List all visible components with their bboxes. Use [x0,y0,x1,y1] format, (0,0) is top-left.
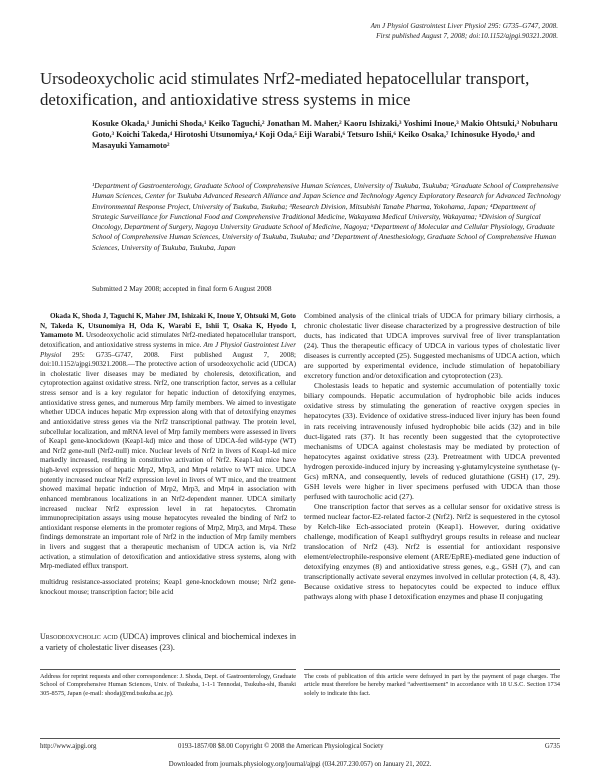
citation-title: Ursodeoxycholic acid stimulates Nrf2-mediated hepatocellular transport, detoxification, and antioxidative stress systems in mice. [40,331,296,349]
right-column [304,311,560,602]
introduction-start [40,632,296,653]
page-charge-footnote: The costs of publication of this article were defrayed in part by the payment of page charges. The article must therefore be hereby marked “advertisement” in accordance with 18 U.S.C. Section 1734 solely to indicate this fact. [304,673,560,697]
copyright-line: 0193-1857/08 $8.00 Copyright © 2008 the American Physiological Society [178,743,384,750]
affiliations: ¹Department of Gastroenterology, Graduate School of Comprehensive Human Sciences, University of Tsukuba, Tsukuba; ²Graduate School of Comprehensive Human Sciences, Center for Tsukuba Advanced Research Alliance and Japan Science and Technology Agency Exploratory Research for Advanced Technology Environmental Response Project, University of Tsukuba, Tsukuba; ³Research Division, Mitsubishi Tanabe Pharma, Yokohama, Japan; ⁴Department of Strategic Surveillance for Functional Food and Comprehensive Traditional Medicine, Wakayama Medical University, Wakayama; ⁵Division of Surgical Oncology, Department of Surgery, Nagoya University Graduate School of Medicine, Nagoya; ⁶Department of Molecular and Cellular Physiology, Graduate School of Comprehensive Human Sciences, University of Tsukuba, Tsukuba; and ⁷Department of Anesthesiology, Graduate School of Comprehensive Human Sciences, University of Tsukuba, Tsukuba, Japan [92,181,561,252]
submission-dates: Submitted 2 May 2008; accepted in final form 6 August 2008 [92,284,272,293]
article-title: Ursodeoxycholic acid stimulates Nrf2-mediated hepatocellular transport, detoxification, and antioxidative stress systems in mice [40,69,530,109]
correspondence-footnote: Address for reprint requests and other correspondence: J. Shoda, Dept. of Gastroenterology, Graduate School of Comprehensive Human Sciences, Univ. of Tsukuba, 1-1-1 Tennodai, Tsukuba-shi, Ibaraki 305-8575, Japan (e-mail: shodaj@md.tsukuba.ac.jp). [40,673,296,697]
intro-text: (UDCA) improves clinical and biochemical indexes in a variety of cholestatic liver diseases (23). [40,632,296,652]
citation-journal: Am J Physiol Gastrointest Liver Physiol [40,340,296,359]
keywords: multidrug resistance-associated proteins; Keap1 gene-knockdown mouse; Nrf2 gene-knockout mouse; transcription factor; bile acid [40,577,296,596]
citation-tail: 295: G735–G747, 2008. First published August 7, 2008; doi:10.1152/ajpgi.90321.2008.— [40,350,296,369]
abstract-paragraph [40,312,296,572]
download-notice: Downloaded from journals.physiology.org/journal/ajpgi (034.207.230.057) on January 21, 2022. [168,761,432,768]
intro-lead: Ursodeoxycholic acid [40,632,118,641]
journal-citation-line: Am J Physiol Gastrointest Liver Physiol 295: G735–G747, 2008. [370,22,558,30]
footnote-divider-right [304,669,560,670]
abstract-column [40,312,296,597]
journal-url[interactable]: http://www.ajpgi.org [40,743,97,750]
page-number: G735 [544,743,560,750]
body-paragraph: Cholestasis leads to hepatic and systemic accumulation of potentially toxic biliary compounds. Hepatic accumulation of hydrophobic bile acids induces oxidative stress by stimulating the generation of reactive oxygen species in hepatocytes (33). Evidence of oxidative stress-induced liver injury has been found in rats receiving intravenously infused hydrophobic bile acids (32) and in bile duct-ligated rats (37). It has recently been suggested that the cytoprotective mechanisms of UDCA against cholestasis may be mediated by protection of hepatocytes against oxidative stress (23). Pretreatment with UDCA prevented hydrogen peroxide-induced injury by increasing γ-glutamylcysteine synthetase (γ-Gcs) mRNA, and consequently, levels of reduced glutathione (GSH) (17, 29). GSH levels were higher in liver specimens perfused with UDCA than those perfused with taurocholic acid (27). [304,381,560,501]
footnote-divider-left [40,669,296,670]
footer-divider [40,738,560,739]
body-paragraph: Combined analysis of the clinical trials of UDCA for primary biliary cirrhosis, a chronic cholestatic liver disease characterized by a progressive destruction of bile ducts, has indicated that UDCA improves survival free of liver transplantation (24). Thus the therapeutic efficacy of UDCA in various types of cholestatic liver diseases is currently accepted (25). Suggested mechanisms of UDCA action, which are supported by experimental evidence, include stimulation of hepatobiliary excretory function and/or detoxification and cytoprotection (23). [304,311,560,381]
abstract-body: The protective action of ursodeoxycholic acid (UDCA) in cholestatic liver diseases may be mediated by choleresis, detoxification, and cytoprotection against oxidative stress. Nrf2, one transcription factor, serves as a cellular stress sensor and is a key regulator for hepatic induction of detoxifying enzymes, antioxidative stress genes, and numerous Mrp family members. We aimed to investigate whether UDCA induces hepatic Mrp expression along with that of detoxifying enzymes and antioxidative stress genes via the Nrf2 transcriptional pathway. The protein level, subcellular localization, and mRNA level of Mrp family members were assessed in livers of Keap1 gene-knockdown (Keap1-kd) mice and those of UDCA-fed wild-type (WT) and Nrf2 gene-null (Nrf2-null) mice. Nuclear levels of Nrf2 in livers of Keap1-kd mice markedly increased, resulting in constitutive activation of Nrf2. Keap1-kd mice have high-level expression of hepatic Mrp2, Mrp3, and Mrp4 relative to WT mice. UDCA potently increased nuclear Nrf2 expression level in livers of WT mice, and the treatment showed maximal hepatic induction of Mrp2, Mrp3, and Mrp4 in association with enhanced membranous localizations in an Nrf2-dependent manner. UDCA similarly increased nuclear Nrf2 expression level in rat hepatocytes. Chromatin immunoprecipitation assays using mouse hepatocytes revealed the binding of Nrf2 to antioxidant response elements in the promoter regions of Mrp2, Mrp3, and Mrp4. These findings demonstrate an important role of Nrf2 in the induction of Mrp family members in livers and suggest that a therapeutic mechanism of UDCA action is, via Nrf2 activation, a stimulation of detoxification and antioxidative stress systems, along with Mrp-mediated efflux transport. [40,360,296,571]
citation-authors: Okada K, Shoda J, Taguchi K, Maher JM, Ishizaki K, Inoue Y, Ohtsuki M, Goto N, Takeda K, Utsunomiya H, Oda K, Warabi E, Ishii T, Osaka K, Hyodo I, Yamamoto M. [40,312,296,340]
author-list: Kosuke Okada,¹ Junichi Shoda,¹ Keiko Taguchi,² Jonathan M. Maher,² Kaoru Ishizaki,³ Yoshimi Inoue,³ Makio Ohtsuki,³ Nobuharu Goto,³ Koichi Takeda,⁴ Hirotoshi Utsunomiya,⁴ Koji Oda,⁵ Eiji Warabi,⁶ Tetsuro Ishii,⁶ Keiko Osaka,⁷ Ichinosuke Hyodo,¹ and Masayuki Yamamoto² [92,119,558,151]
journal-header [371,22,558,41]
journal-doi-line: First published August 7, 2008; doi:10.1152/ajpgi.90321.2008. [376,31,558,40]
body-paragraph: One transcription factor that serves as a cellular sensor for oxidative stress is termed nuclear factor-E2-related factor-2 (Nrf2). Nrf2 is sequestered in the cytosol by Kelch-like Ech-associated protein (Keap1). However, during oxidative challenge, modification of Keap1 sulfhydryl groups results in release and nuclear translocation of Nrf2 (43). Nrf2 is essential for antioxidant responsive element/electrophile-responsive element (ARE/EpRE)-mediated gene induction of detoxifying enzymes (8) and antioxidative stress genes, e.g., GSH (7), and can transcriptionally activate several enzymes involved in cellular protection (4, 8, 43). Because oxidative stress to hepatocytes could be expected to induce efflux pathways along with phase I detoxification enzymes and phase II conjugating [304,501,560,602]
